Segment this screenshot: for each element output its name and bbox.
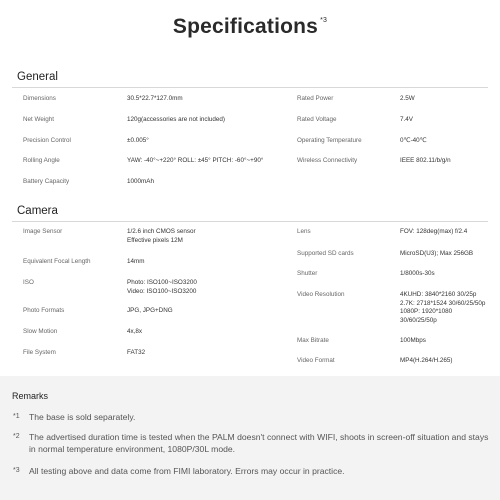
spec-label: Rated Voltage (297, 116, 337, 123)
spec-value: 1/8000s-30s (400, 270, 435, 277)
spec-value: 120g(accessories are not included) (127, 116, 226, 123)
remark-text: The advertised duration time is tested when the PALM doesn't connect with WIFI, shoots in screen-off situation and stays in normal temperature environment, 1080P/30L mode. (29, 432, 489, 454)
spec-label: Video Format (297, 357, 335, 364)
remarks-heading: Remarks (12, 391, 49, 401)
spec-label: Dimensions (23, 95, 56, 102)
spec-value: FAT32 (127, 349, 146, 356)
spec-label: Battery Capacity (23, 178, 70, 185)
page-title: Specifications $^{*3}$ (172, 15, 328, 38)
spec-value: 4KUHD: 3840*2160 30/25p 2.7K: 2718*1524 30/60/25/50p 1080P: 1920*1080 30/60/25/50p (400, 291, 486, 324)
spec-label: Equivalent Focal Length (23, 258, 91, 265)
spec-value: YAW: -40°~+220° ROLL: ±45° PITCH: -60°~+90° (127, 157, 264, 164)
section-heading-general: General (17, 71, 58, 83)
spec-value: 4x,8x (127, 328, 143, 335)
spec-value: 1/2.6 inch CMOS sensor Effective pixels 12M (127, 228, 196, 244)
spec-label: Rolling Angle (23, 157, 60, 164)
remark-text: All testing above and data come from FIMI laboratory. Errors may occur in practice. (29, 466, 345, 476)
spec-label: Lens (297, 228, 311, 235)
spec-value: FOV: 128deg(max) f/2.4 (400, 228, 468, 235)
spec-label: Wireless Connectivity (297, 157, 358, 164)
spec-label: File System (23, 349, 56, 356)
spec-label: Net Weight (23, 116, 55, 123)
spec-label: Rated Power (297, 95, 334, 102)
spec-value: 0℃-40℃ (400, 137, 427, 144)
remark-mark: *3 (13, 467, 20, 474)
spec-value: ±0.005° (127, 137, 149, 144)
spec-value: 7.4V (400, 116, 413, 123)
spec-value: 2.5W (400, 95, 415, 102)
spec-label: Photo Formats (23, 307, 65, 314)
remark-mark: *2 (13, 433, 20, 440)
spec-value: IEEE 802.11/b/g/n (400, 157, 451, 164)
spec-label: Shutter (297, 270, 318, 277)
spec-value: Photo: ISO100~ISO3200 Video: ISO100~ISO3200 (127, 279, 197, 295)
remarks-panel (0, 376, 500, 500)
section-divider (12, 221, 488, 222)
spec-label: Slow Motion (23, 328, 58, 335)
spec-value: MicroSD(U3); Max 256GB (400, 250, 474, 257)
spec-value: 30.5*22.7*127.0mm (127, 95, 183, 102)
spec-value: MP4(H.264/H.265) (400, 357, 453, 364)
section-heading-camera: Camera (17, 205, 58, 217)
spec-value: 1000mAh (127, 178, 154, 185)
spec-label: Video Resolution (297, 291, 345, 298)
spec-label: ISO (23, 279, 34, 286)
spec-label: Precision Control (23, 137, 71, 144)
spec-label: Max Bitrate (297, 337, 329, 344)
spec-label: Image Sensor (23, 228, 63, 235)
spec-value: 100Mbps (400, 337, 426, 344)
spec-value: 14mm (127, 258, 145, 265)
spec-label: Operating Temperature (297, 137, 362, 144)
spec-value: JPG, JPG+DNG (127, 307, 173, 314)
remark-mark: *1 (13, 413, 20, 420)
section-divider (12, 87, 488, 88)
remark-text: The base is sold separately. (29, 412, 136, 422)
title-footnote-mark: *3 (320, 17, 328, 24)
spec-label: Supported SD cards (297, 250, 354, 257)
